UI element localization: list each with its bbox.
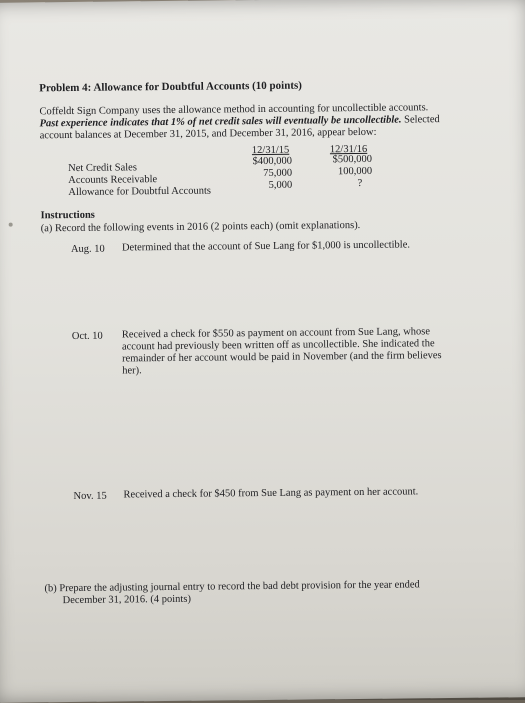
event-date-aug-10: Aug. 10 (70, 243, 105, 255)
part-b-line-2: December 31, 2016. (4 points) (62, 593, 191, 607)
event-date-nov-15: Nov. 15 (73, 490, 107, 502)
value-2015-net-credit-sales: $400,000 (252, 155, 293, 168)
value-2016-allowance: ? (357, 177, 363, 189)
value-2016-accounts-receivable: 100,000 (337, 165, 373, 178)
row-label-accounts-receivable: Accounts Receivable (68, 174, 158, 187)
event-text-aug-10: Determined that the account of Sue Lang for $1,000 is uncollectible. (121, 239, 411, 254)
event-text-nov-15: Received a check for $450 from Sue Lang as payment on her account. (123, 486, 419, 501)
col-header-2016: 12/31/16 (329, 143, 368, 156)
part-b-line-1: (b) Prepare the adjusting journal entry to record the bad debt provision for the year ended (44, 579, 420, 595)
value-2016-net-credit-sales: $500,000 (332, 153, 373, 166)
intro-line-2-tail: Selected (404, 114, 440, 126)
row-label-allowance: Allowance for Doubtful Accounts (68, 185, 211, 199)
col-header-2015: 12/31/15 (251, 144, 290, 157)
paper-speck (9, 223, 13, 227)
intro-line-3: account balances at December 31, 2015, and December 31, 2016, appear below: (39, 126, 377, 142)
intro-line-2-italic: Past experience indicates that 1% of net credit sales will eventually be uncollectible. (39, 114, 402, 130)
intro-line-1: Coffeldt Sign Company uses the allowance method in accounting for uncollectible accounts. (39, 102, 429, 118)
event-text-oct-10-line-2: account had previously been written off as uncollectible. She indicated the (121, 338, 435, 353)
event-date-oct-10: Oct. 10 (71, 330, 103, 342)
event-text-oct-10-line-1: Received a check for $550 as payment on account from Sue Lang, whose (121, 326, 431, 341)
value-2015-accounts-receivable: 75,000 (263, 167, 293, 179)
part-a-instruction: (a) Record the following events in 2016 (2 points each) (omit explanations). (40, 219, 361, 235)
value-2015-allowance: 5,000 (268, 179, 293, 191)
row-label-net-credit-sales: Net Credit Sales (68, 162, 137, 175)
instructions-heading: Instructions (40, 209, 95, 222)
event-text-oct-10-line-4: her). (122, 365, 142, 377)
event-text-oct-10-line-3: remainder of her account would be paid in November (and the firm believes (122, 350, 442, 365)
problem-title: Problem 4: Allowance for Doubtful Accounts (10 points) (39, 79, 302, 95)
